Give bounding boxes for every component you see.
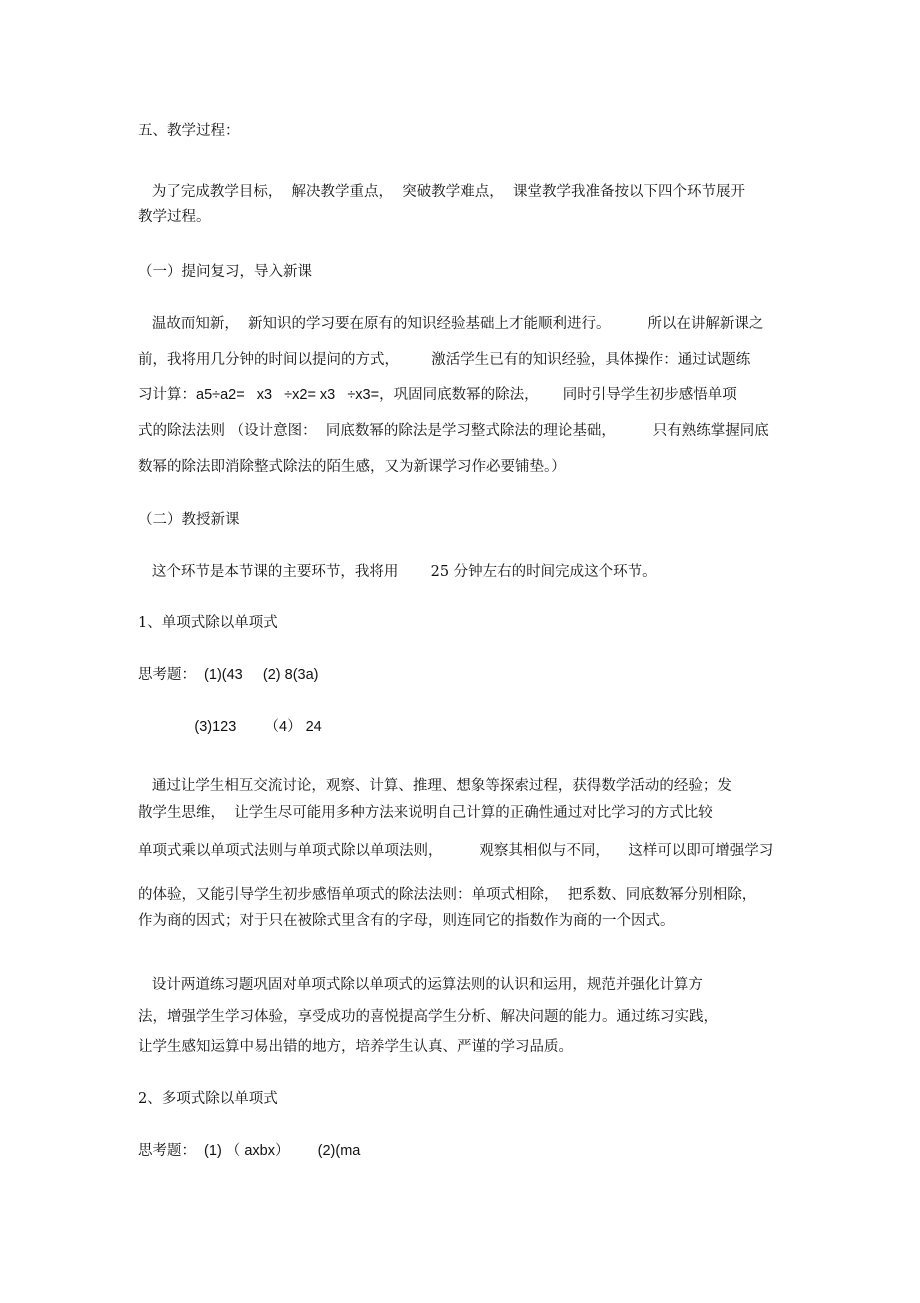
sub2-title: 2、多项式除以单项式 [138,1091,278,1107]
sub1-para1-line-2: 散学生思维， 让学生尽可能用多种方法来说明自己计算的正确性通过对比学习的方式比较 [138,805,713,821]
sub1-question-line-1: 思考题： (1)(43 (2) 8(3a) [138,667,319,683]
part1-line-1: 温故而知新， 新知识的学习要在原有的知识经验基础上才能顺利进行。 所以在讲解新课之 [138,316,764,332]
sub1-para2-line-2: 法，增强学生学习体验，享受成功的喜悦提高学生分析、解决问题的能力。通过练习实践， [138,1009,718,1025]
sub1-para1-line-5: 作为商的因式；对于只在被除式里含有的字母，则连同它的指数作为商的一个因式。 [138,913,675,929]
sub1-para1-line-4: 的体验，又能引导学生初步感悟单项式的除法法则：单项式相除， 把系数、同底数幂分别相除， [138,887,757,903]
sub2-question-line-1: 思考题： (1) （ axbx） (2)(ma [138,1143,361,1159]
part1-line-5: 数幂的除法即消除整式除法的陌生感，又为新课学习作必要铺垫。） [138,459,566,475]
sub1-para2-line-1: 设计两道练习题巩固对单项式除以单项式的运算法则的认识和运用，规范并强化计算方 [138,977,703,993]
part1-line-3: 习计算：a5÷a2= x3 ÷x2= x3 ÷x3=，巩固同底数幂的除法， 同时引导学生初步感悟单项 [138,387,737,403]
part2-intro: 这个环节是本节课的主要环节，我将用 25 分钟左右的时间完成这个环节。 [138,564,657,580]
intro-line-2: 教学过程。 [138,209,211,225]
sub1-para1-line-1: 通过让学生相互交流讨论，观察、计算、推理、想象等探索过程，获得数学活动的经验；发 [138,778,732,794]
part1-line-4: 式的除法法则 （设计意图： 同底数幂的除法是学习整式除法的理论基础， 只有熟练掌握同底 [138,423,769,439]
section-title: 五、教学过程： [138,123,240,139]
part1-heading: （一）提问复习，导入新课 [138,264,312,280]
part2-heading: （二）教授新课 [138,512,240,528]
intro-line-1: 为了完成教学目标， 解决教学重点， 突破教学难点， 课堂教学我准备按以下四个环节展开 [138,184,745,200]
sub1-para1-line-3: 单项式乘以单项式法则与单项式除以单项法则， 观察其相似与不同， 这样可以即可增强学习 [138,843,774,859]
sub1-para2-line-3: 让学生感知运算中易出错的地方，培养学生认真、严谨的学习品质。 [138,1039,573,1055]
sub1-title: 1、单项式除以单项式 [138,615,278,631]
part1-line-2: 前，我将用几分钟的时间以提问的方式， 激活学生已有的知识经验，具体操作：通过试题练 [138,352,751,368]
sub1-question-line-2: (3)123 （4） 24 [138,719,322,735]
